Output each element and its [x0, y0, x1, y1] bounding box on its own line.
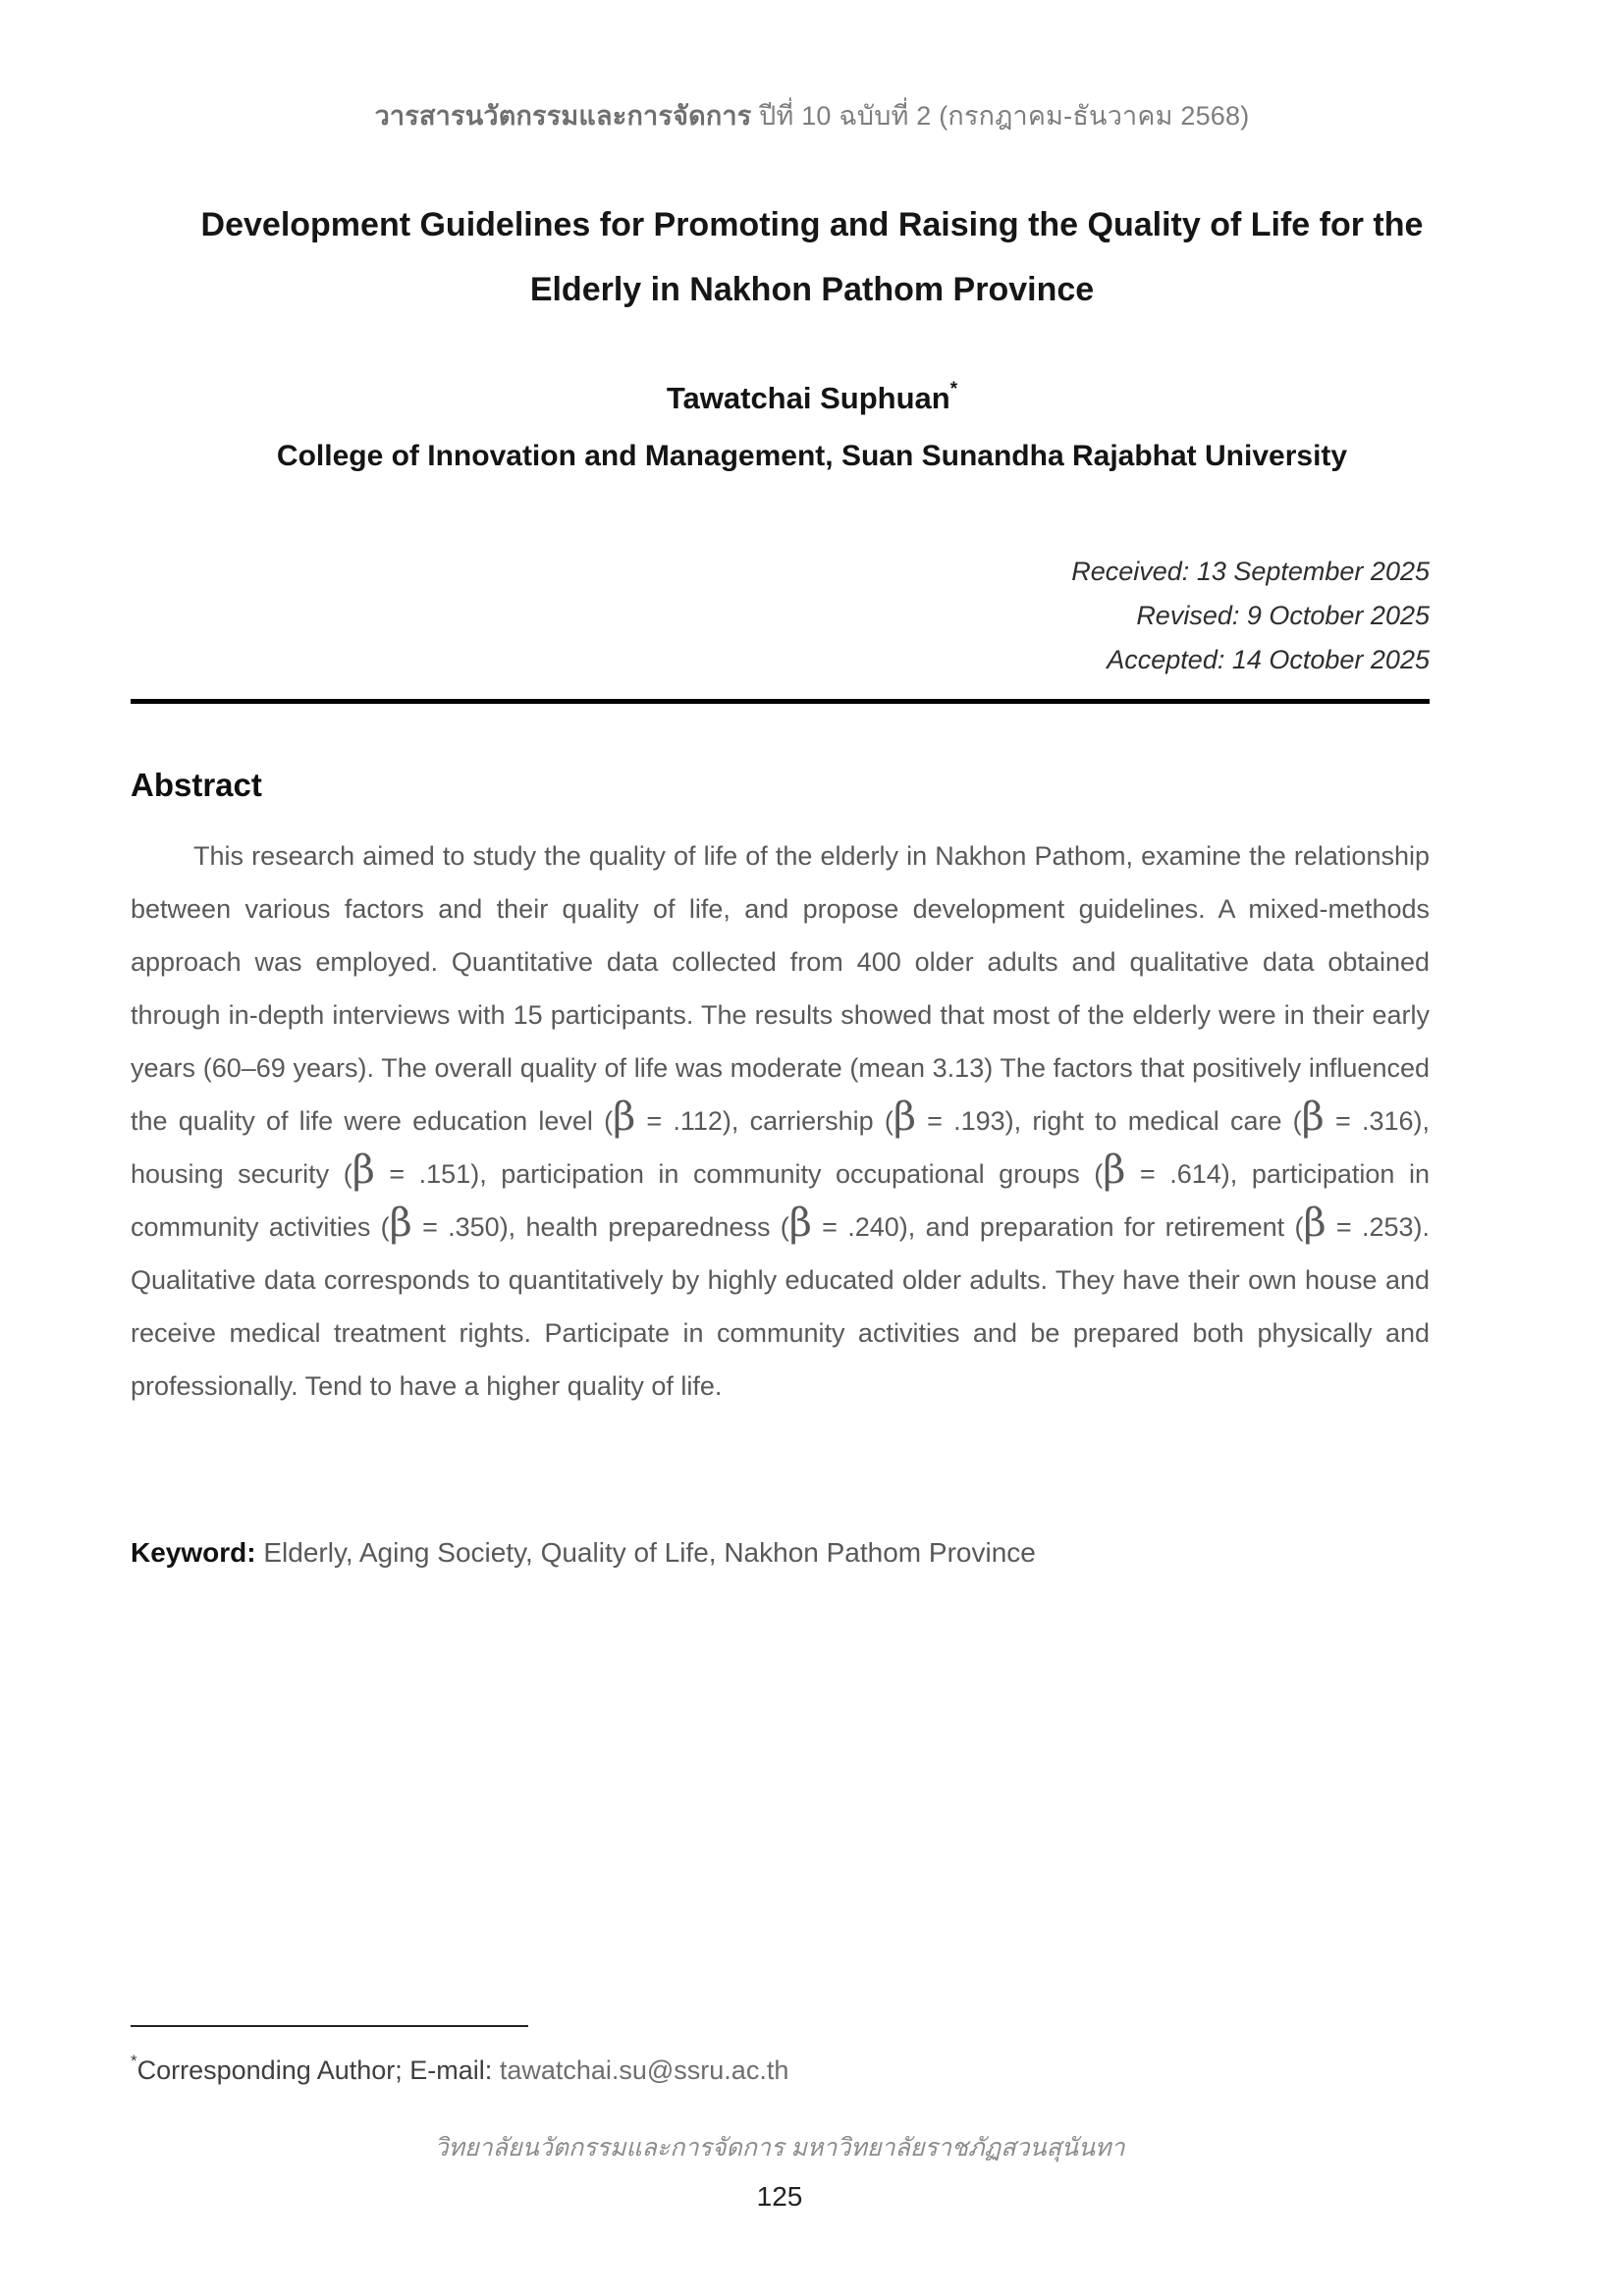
beta-symbol: β: [389, 1201, 412, 1246]
date-received: Received: 13 September 2025: [1071, 557, 1430, 586]
footnote-label: Corresponding Author; E-mail:: [136, 2056, 500, 2085]
submission-dates: [1071, 550, 1430, 682]
content-block: [131, 0, 1430, 2296]
footnote-email: tawatchai.su@ssru.ac.th: [499, 2056, 789, 2085]
beta-symbol: β: [788, 1201, 812, 1246]
keyword-value: Elderly, Aging Society, Quality of Life, Nakhon Pathom Province: [255, 1537, 1036, 1568]
page-number: 125: [756, 2181, 803, 2212]
journal-issue-info: ปีที่ 10 ฉบับที่ 2 (กรกฎาคม-ธันวาคม 2568): [751, 101, 1250, 131]
article-title-line2: Elderly in Nakhon Pathom Province: [529, 271, 1095, 308]
beta-symbol: β: [1303, 1201, 1326, 1246]
beta-symbol: β: [352, 1148, 375, 1193]
beta-symbol: β: [613, 1095, 636, 1140]
journal-name: วารสารนวัตกรรมและการจัดการ: [374, 101, 752, 131]
footnote-divider-rule: [131, 2025, 528, 2027]
beta-symbol: β: [1103, 1148, 1126, 1193]
corresponding-author-footnote: [131, 2052, 1430, 2086]
author-name: Tawatchai Suphuan: [666, 381, 950, 415]
author-footnote-marker: *: [949, 379, 958, 400]
beta-symbol: β: [1301, 1095, 1325, 1140]
abstract-body: This research aimed to study the quality of life of the elderly in Nakhon Pathom, examine the relationship between various factors and their quality of life, and propose development guidelines. A mixed-methods approach was employed. Quantitative data collected from 400 older adults and qualitative data obtained through in-depth interviews with 15 participants. The results showed that most of the elderly were in their early years (60–69 years). The overall quality of life was moderate (mean 3.13) The factors that positively influenced the quality of life were education level (β = .112), carriership (β = .193), right to medical care (β = .316), housing security (β = .151), participation in community occupational groups (β = .614), participation in community activities (β = .350), health preparedness (β = .240), and preparation for retirement (β = .253). Qualitative data corresponds to quantitatively by highly educated older adults. They have their own house and receive medical treatment rights. Participate in community activities and be prepared both physically and professionally. Tend to have a higher quality of life.: [131, 841, 1430, 1401]
keyword-label: Keyword:: [131, 1537, 256, 1568]
footer-institution: วิทยาลัยนวัตกรรมและการจัดการ มหาวิทยาลัยราชภัฏสวนสุนันทา: [434, 2134, 1125, 2162]
author-affiliation: College of Innovation and Management, Suan Sunandha Rajabhat University: [276, 440, 1348, 472]
abstract-heading: Abstract: [131, 767, 262, 803]
article-title-line1: Development Guidelines for Promoting and Raising the Quality of Life for the: [200, 206, 1424, 243]
footnote-marker: *: [131, 2052, 137, 2070]
date-accepted: Accepted: 14 October 2025: [1107, 645, 1430, 674]
keyword-line: [131, 1537, 1430, 1569]
beta-symbol: β: [893, 1095, 916, 1140]
date-revised: Revised: 9 October 2025: [1136, 601, 1430, 630]
header-divider-rule: [131, 699, 1430, 704]
